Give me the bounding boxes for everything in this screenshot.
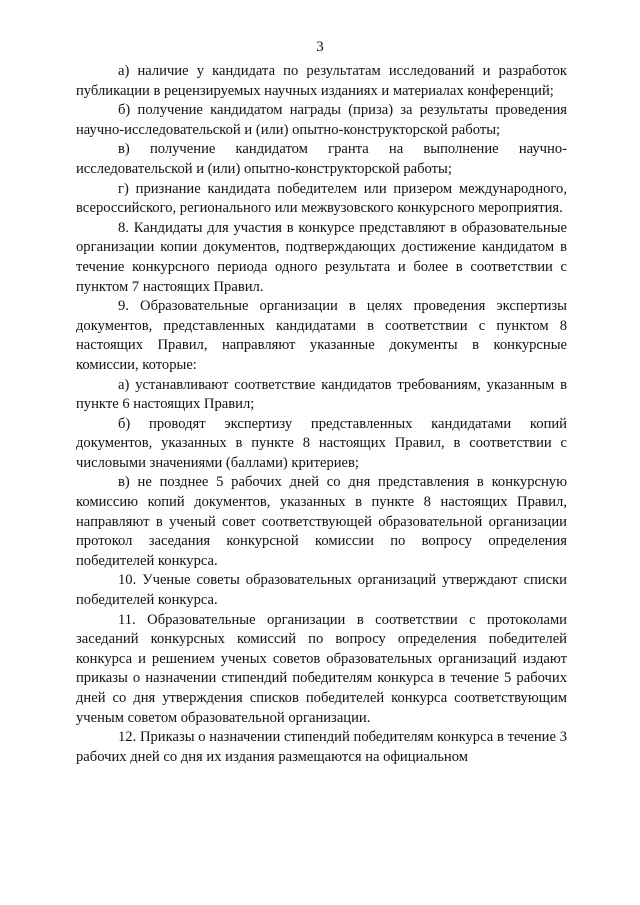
- paragraph-9b: б) проводят экспертизу представленных кандидатами копий документов, указанных в пункте 8 настоящих Правил, в соответствии с числовыми значениями (баллами) критериев;: [76, 415, 567, 471]
- paragraph-12: 12. Приказы о назначении стипендий победителям конкурса в течение 3 рабочих дней со дня их издания размещаются на официальном: [76, 729, 567, 765]
- paragraph-7v: в) получение кандидатом гранта на выполнение научно-исследовательской и (или) опытно-конструкторской работы;: [76, 141, 567, 177]
- paragraph-7b: б) получение кандидатом награды (приза) за результаты проведения научно-исследовательской и (или) опытно-конструкторской работы;: [76, 102, 567, 138]
- paragraph-9: 9. Образовательные организации в целях проведения экспертизы документов, представленных кандидатами в соответствии с пунктом 8 настоящих Правил, направляют указанные документы в конкурсные комиссии, которые:: [76, 298, 567, 373]
- page-number: 3: [316, 39, 324, 55]
- paragraph-8: 8. Кандидаты для участия в конкурсе представляют в образовательные организации копии документов, подтверждающих достижение кандидатом в течение конкурсного периода одного результата и более в соответствии с пунктом 7 настоящих Правил.: [76, 219, 567, 295]
- paragraph-7a: а) наличие у кандидата по результатам исследований и разработок публикации в рецензируемых научных изданиях и материалах конференций;: [76, 63, 567, 99]
- paragraph-10: 10. Ученые советы образовательных организаций утверждают списки победителей конкурса.: [76, 572, 567, 609]
- paragraph-9a: а) устанавливают соответствие кандидатов требованиям, указанным в пункте 6 настоящих Правил;: [76, 376, 567, 413]
- paragraph-9v: в) не позднее 5 рабочих дней со дня представления в конкурсную комиссию копий документов, указанных в пункте 8 настоящих Правил, направляют в ученый совет соответствующей образовательной организации протокол заседания конкурсной комиссии по вопросу определения победителей конкурса.: [76, 474, 567, 569]
- paragraph-11: 11. Образовательные организации в соответствии с протоколами заседаний конкурсных комиссий по вопросу определения победителей конкурса и решением ученых советов образовательных организаций издают приказы о назначении стипендий победителям конкурса в течение 5 рабочих дней со дня утверждения списков победителей конкурса соответствующим ученым советом образовательной организации.: [76, 611, 567, 726]
- paragraph-7g: г) признание кандидата победителем или призером международного, всероссийского, регионального или межвузовского конкурсного мероприятия.: [76, 180, 567, 217]
- document-body: [76, 62, 567, 767]
